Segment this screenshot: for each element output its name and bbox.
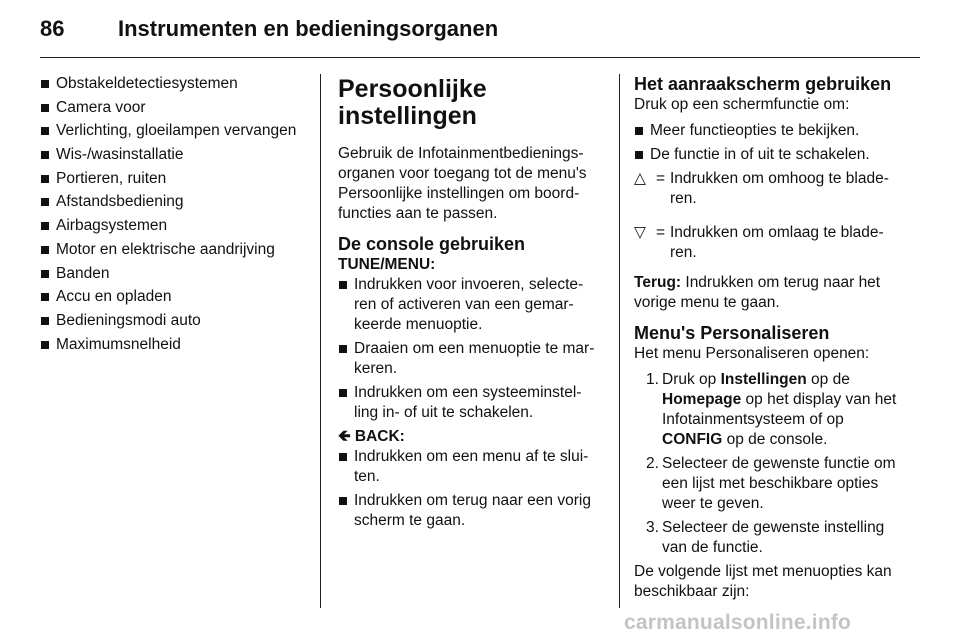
personalize-intro: Het menu Personaliseren openen: <box>634 345 870 362</box>
scroll-down-icon: ▽ <box>634 224 646 241</box>
list-item: Meer functieopties te bekijken. <box>634 121 904 141</box>
list-item: Wis-/wasinstallatie <box>40 145 306 165</box>
list-item: Indrukken om een menu af te slui-ten. <box>338 447 602 487</box>
list-item: De functie in of uit te schakelen. <box>634 145 904 165</box>
list-item: Banden <box>40 264 306 284</box>
scroll-definitions <box>634 169 904 263</box>
list-item: Indrukken om een systeeminstel-ling in- of uit te schakelen. <box>338 383 602 423</box>
page-title: Instrumenten en bedieningsorganen <box>118 16 499 41</box>
list-item: Afstandsbediening <box>40 192 306 212</box>
section-heading-line1: Persoonlijke <box>338 75 487 103</box>
definition-text: Indrukken om omlaag te blade-ren. <box>670 224 884 261</box>
definition-row-up <box>634 169 904 209</box>
list-item: Bedieningsmodi auto <box>40 311 306 331</box>
step-number: 1. <box>646 371 659 388</box>
list-item: Airbagsystemen <box>40 216 306 236</box>
section-heading <box>338 76 602 130</box>
topic-list <box>40 74 306 355</box>
column-3 <box>634 74 904 602</box>
definition-text: Indrukken om omhoog te blade-ren. <box>670 170 889 207</box>
definition-row-down <box>634 223 904 263</box>
touchscreen-heading: Het aanraakscherm gebruiken <box>634 74 892 94</box>
watermark: carmanualsonline.info <box>624 611 852 634</box>
tune-menu-list <box>338 275 602 423</box>
step-text: Selecteer de gewenste instelling van de functie. <box>662 519 885 556</box>
back-list <box>338 447 602 531</box>
list-item: Motor en elektrische aandrijving <box>40 240 306 260</box>
list-item: Camera voor <box>40 98 306 118</box>
column-2 <box>338 74 602 535</box>
list-item: Maximumsnelheid <box>40 335 306 355</box>
column-1 <box>40 74 306 358</box>
section-heading-line2: instellingen <box>338 102 477 130</box>
list-item: Indrukken om terug naar een vorig scherm te gaan. <box>338 491 602 531</box>
touchscreen-intro: Druk op een schermfunctie om: <box>634 96 850 113</box>
personalize-heading: Menu's Personaliseren <box>634 323 830 343</box>
list-item: Draaien om een menuoptie te mar-keren. <box>338 339 602 379</box>
back-description: Indrukken om terug naar het vorige menu te gaan. <box>634 274 881 311</box>
step-term-homepage: Homepage <box>662 391 742 408</box>
step-text: op de console. <box>722 431 828 448</box>
step-item <box>634 518 904 558</box>
list-item: Accu en opladen <box>40 287 306 307</box>
list-item: Verlichting, gloeilampen vervangen <box>40 121 306 141</box>
page-number: 86 <box>40 16 65 41</box>
step-number: 3. <box>646 519 659 536</box>
step-text: op het display van het Infotainmentsysteem of op <box>662 391 897 428</box>
step-term-config: CONFIG <box>662 431 723 448</box>
list-item: Indrukken voor invoeren, selecte-ren of activeren van een gemar-keerde menuoptie. <box>338 275 602 335</box>
closing-paragraph: De volgende lijst met menuopties kan beschikbaar zijn: <box>634 563 892 600</box>
list-item: Obstakeldetectiesystemen <box>40 74 306 94</box>
page-header <box>0 0 960 58</box>
column-divider-1 <box>320 74 321 608</box>
step-text: Druk op <box>662 371 721 388</box>
column-divider-2 <box>619 74 620 608</box>
step-item <box>634 370 904 450</box>
equals-sign: = <box>656 170 666 187</box>
list-item: Portieren, ruiten <box>40 169 306 189</box>
tune-menu-label: TUNE/MENU: <box>338 256 436 273</box>
step-text: op de <box>806 371 850 388</box>
back-paragraph <box>634 273 904 313</box>
intro-paragraph: Gebruik de Infotainmentbedienings-organen voor toegang tot de menu's Persoonlijke instellingen om boord-functies aan te passen. <box>338 145 587 222</box>
steps-list <box>634 370 904 558</box>
step-term-instellingen: Instellingen <box>720 371 807 388</box>
step-number: 2. <box>646 455 659 472</box>
back-label: 🡸 BACK: <box>338 428 405 445</box>
header-rule <box>40 57 920 58</box>
equals-sign: = <box>656 224 666 241</box>
step-text: Selecteer de gewenste functie om een lijst met beschikbare opties weer te geven. <box>662 455 896 512</box>
scroll-up-icon: △ <box>634 170 646 187</box>
back-term: Terug: <box>634 274 682 291</box>
console-heading: De console gebruiken <box>338 234 526 254</box>
step-item <box>634 454 904 514</box>
touchscreen-list <box>634 121 904 165</box>
